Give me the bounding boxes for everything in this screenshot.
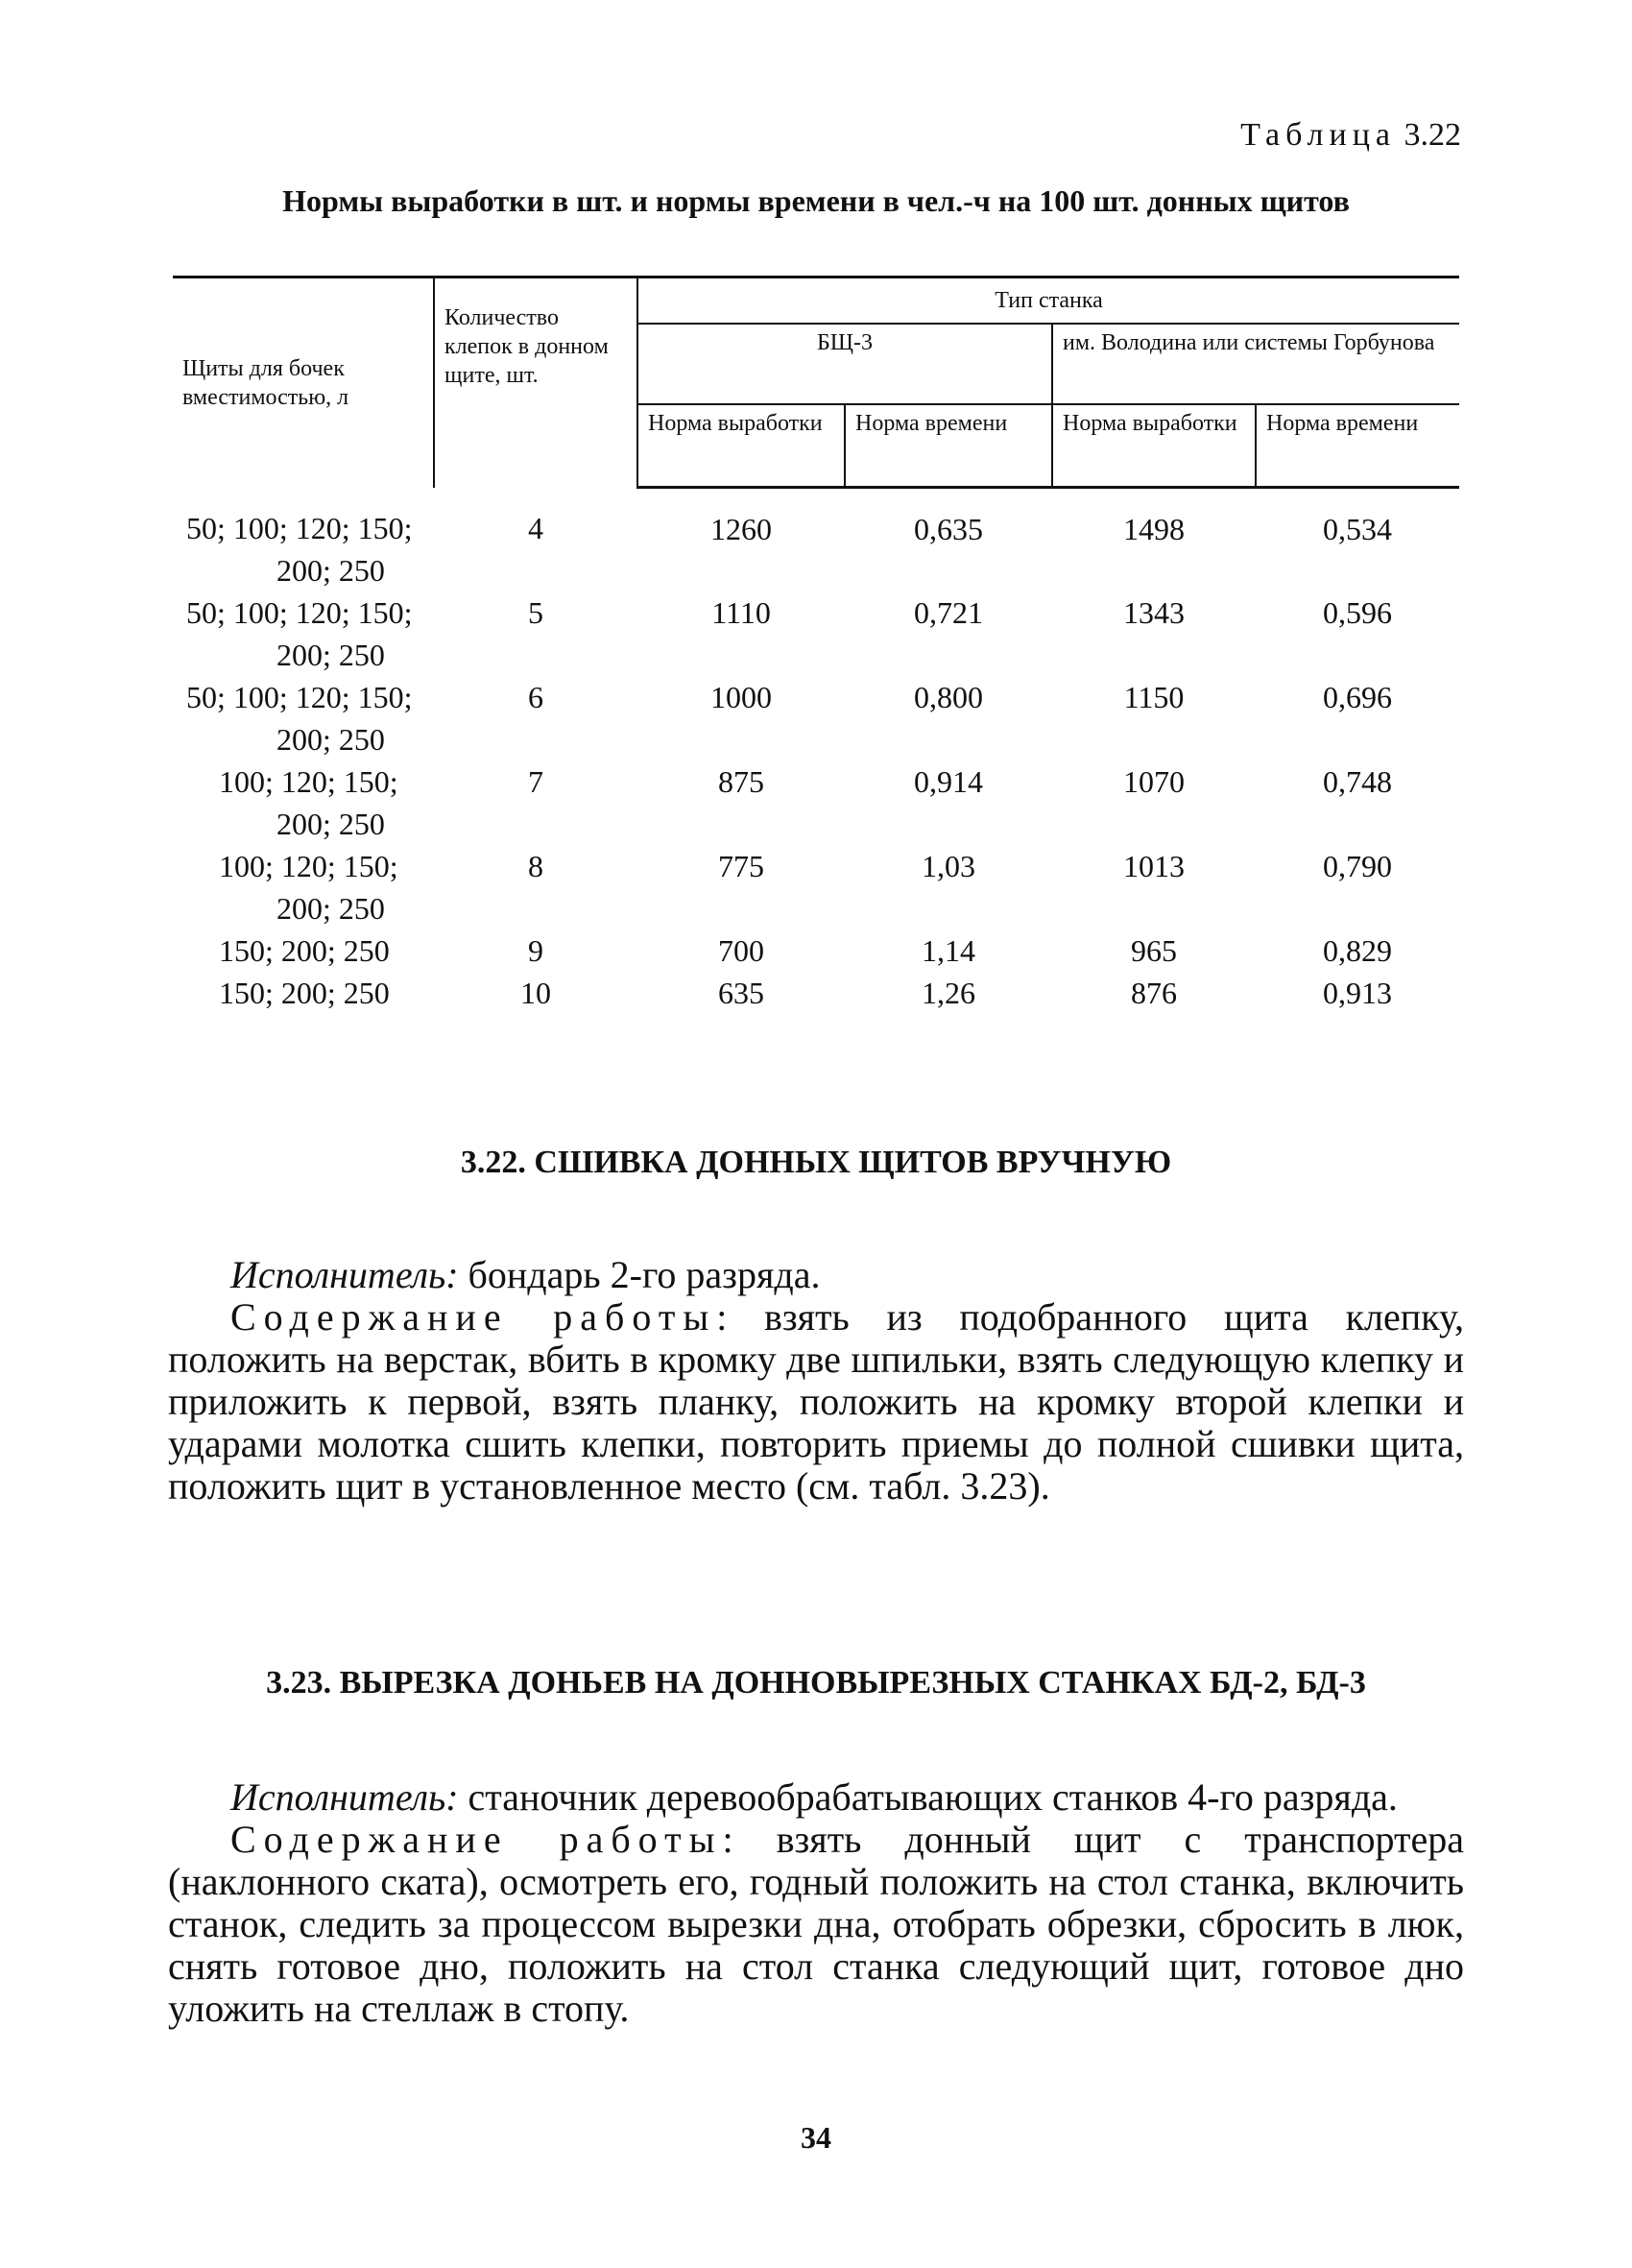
cell-volodin-time: 0,596	[1323, 594, 1392, 630]
header-output-norm-1: Норма выработки	[637, 404, 845, 488]
section-body	[168, 1254, 1464, 1508]
cell-volodin-output: 965	[1131, 932, 1177, 968]
header-time-norm-2: Норма времени	[1256, 404, 1459, 488]
cell-bsch-time: 0,914	[914, 763, 983, 799]
work-content-text: : взять донный щит с транспортера (наклонного ската), осмотреть его, годный положить на стол станка, включить станок, следить за процессом вырезки дна, отобрать обрезки, сбросить в люк, снять готовое дно, положить на стол станка следующий щит, готовое дно уложить на стеллаж в стопу.	[168, 1818, 1464, 2030]
cell-bsch-output: 635	[718, 975, 764, 1010]
cell-bsch-output: 1000	[710, 679, 772, 714]
cell-volodin-time: 0,829	[1323, 932, 1392, 968]
cell-rivets: 10	[520, 975, 551, 1010]
performer-label: Исполнитель:	[230, 1775, 459, 1819]
cell-rivets: 8	[528, 848, 543, 883]
cell-volodin-output: 876	[1131, 975, 1177, 1010]
header-machine-volodin: им. Володина или системы Горбунова	[1052, 324, 1459, 404]
performer-label: Исполнитель:	[230, 1253, 459, 1296]
cell-shields: 150; 200; 250	[219, 932, 390, 968]
cell-bsch-time: 1,03	[922, 848, 975, 883]
cell-rivets: 5	[528, 594, 543, 630]
cell-rivets: 6	[528, 679, 543, 714]
table-title: Нормы выработки в шт. и нормы времени в чел.-ч на 100 шт. донных щитов	[282, 183, 1350, 218]
section-heading: 3.22. СШИВКА ДОННЫХ ЩИТОВ ВРУЧНУЮ	[460, 1145, 1172, 1180]
cell-shields: 50; 100; 120; 150; 200; 250	[186, 679, 413, 757]
cell-rivets: 4	[528, 510, 543, 545]
performer-text: бондарь 2-го разряда.	[468, 1253, 821, 1296]
cell-volodin-output: 1013	[1123, 848, 1185, 883]
header-output-norm-2: Норма выработки	[1052, 404, 1256, 488]
cell-volodin-time: 0,790	[1323, 848, 1392, 883]
cell-shields: 100; 120; 150; 200; 250	[219, 848, 398, 926]
cell-volodin-time: 0,534	[1323, 512, 1392, 546]
table-label	[1240, 117, 1461, 154]
work-content	[168, 1296, 1464, 1508]
header-machine-type: Тип станка	[637, 277, 1459, 325]
cell-volodin-output: 1150	[1123, 679, 1185, 714]
table-row	[173, 591, 1459, 676]
cell-shields: 100; 120; 150; 200; 250	[219, 763, 398, 841]
cell-shields: 50; 100; 120; 150; 200; 250	[186, 594, 413, 672]
page-number: 34	[801, 2120, 831, 2155]
work-content-label: Содержание работы	[230, 1818, 723, 1861]
performer-text: станочник деревообрабатывающих станков 4-го разряда.	[468, 1775, 1398, 1819]
header-machine-bsch3: БЩ-3	[637, 324, 1052, 404]
cell-volodin-output: 1343	[1123, 594, 1185, 630]
cell-bsch-output: 775	[718, 848, 764, 883]
header-time-norm-1: Норма времени	[845, 404, 1052, 488]
section-body	[168, 1776, 1464, 2030]
table-row	[173, 676, 1459, 760]
table-row	[173, 845, 1459, 929]
cell-shields: 50; 100; 120; 150; 200; 250	[186, 510, 413, 588]
cell-volodin-time: 0,696	[1323, 679, 1392, 714]
work-content-text: : взять из подобранного щита клепку, положить на верстак, вбить в кромку две шпильки, взять следующую клепку и приложить к первой, взять планку, положить на кромку второй клепки и ударами молотка сшить клепки, повторить приемы до полной сшивки щита, положить щит в установленное место (см. табл. 3.23).	[168, 1295, 1464, 1508]
cell-rivets: 7	[528, 763, 543, 799]
performer-line	[168, 1254, 1464, 1296]
norms-table	[173, 276, 1459, 1014]
cell-bsch-output: 1110	[711, 594, 771, 630]
cell-volodin-time: 0,748	[1323, 763, 1392, 799]
table-label-number: 3.22	[1404, 117, 1461, 153]
cell-bsch-output: 700	[718, 932, 764, 968]
cell-volodin-output: 1498	[1123, 512, 1185, 546]
cell-rivets: 9	[528, 932, 543, 968]
table-row	[173, 929, 1459, 972]
work-content	[168, 1819, 1464, 2030]
cell-volodin-output: 1070	[1123, 763, 1185, 799]
performer-line	[168, 1776, 1464, 1819]
table-row	[173, 972, 1459, 1014]
cell-bsch-output: 875	[718, 763, 764, 799]
table-row	[173, 760, 1459, 845]
work-content-label: Содержание работы	[230, 1295, 717, 1339]
cell-bsch-time: 0,721	[914, 594, 983, 630]
cell-bsch-time: 1,14	[922, 932, 975, 968]
header-shields: Щиты для бочек вместимостью, л	[173, 277, 434, 488]
cell-bsch-time: 1,26	[922, 975, 975, 1010]
cell-bsch-time: 0,635	[914, 512, 983, 546]
section-heading: 3.23. ВЫРЕЗКА ДОНЬЕВ НА ДОННОВЫРЕЗНЫХ СТАНКАХ БД-2, БД-3	[266, 1665, 1366, 1701]
cell-bsch-time: 0,800	[914, 679, 983, 714]
cell-bsch-output: 1260	[710, 512, 772, 546]
table-label-word: Таблица	[1240, 117, 1396, 153]
cell-volodin-time: 0,913	[1323, 975, 1392, 1010]
header-rivets: Количество клепок в донном щите, шт.	[434, 277, 637, 488]
table-row	[173, 488, 1459, 591]
cell-shields: 150; 200; 250	[219, 975, 390, 1010]
